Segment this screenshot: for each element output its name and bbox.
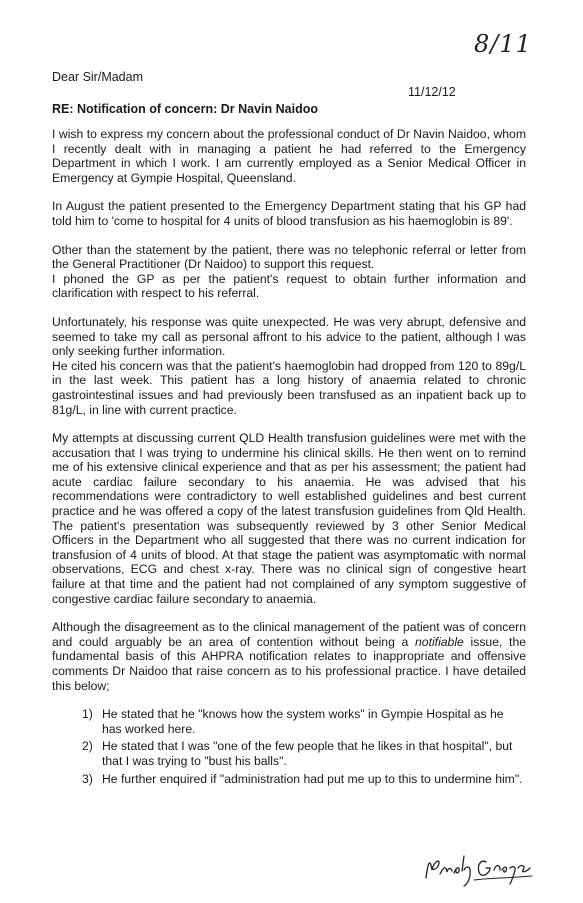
list-item [82,707,526,736]
paragraph-6-post: issue, the fundamental basis of this AHPRA notification relates to inappropriate and offensive comments Dr Naidoo that raise concern as to his professional practice. I have detailed this below; [52,634,527,693]
list-item-text: He stated that I was "one of the few people that he likes in that hospital", but that I was trying to "bust his balls". [102,739,513,768]
paragraph-4a: Unfortunately, his response was quite unexpected. He was very abrupt, defensive and seemed to take my call as personal affront to his advice to the patient, although I was only seeking further information. [52,314,526,359]
list-item-number: 2) [82,739,93,754]
paragraph-2: In August the patient presented to the Emergency Department stating that his GP had told him to 'come to hospital for 4 units of blood transfusion as his haemoglobin is 89'. [52,199,526,228]
paragraph-3b: I phoned the GP as per the patient's request to obtain further information and clarification with respect to his referral. [52,271,526,301]
salutation: Dear Sir/Madam [52,70,143,84]
letter-date: 11/12/12 [408,85,456,99]
paragraph-6-pre: Although the disagreement as to the clinical management of the patient was of concern and could arguably be an area of contention without being a [52,620,526,649]
handwritten-page-number: 8/11 [474,30,532,58]
list-item-text: He further enquired if "administration had put me up to this to undermine him". [102,771,523,786]
paragraph-5: My attempts at discussing current QLD Health transfusion guidelines were met with the accusation that I was trying to undermine his clinical skills. He then went on to remind me of his extensive clinical experience and that as per his assessment; the patient had acute cardiac failure secondary to his anaemia. He was advised that his recommendations were contradictory to well established guidelines and best current practice and he was offered a copy of the latest transfusion guidelines from Qld Health. The patient's presentation was subsequently reviewed by 3 other Senior Medical Officers in the Department who all suggested that there was no current indication for transfusion of 4 units of blood. At that stage the patient was asymptomatic with normal observations, ECG and chest x-ray. There was no clinical sign of congestive heart failure at that time and the patient had not complained of any symptom suggestive of congestive cardiac failure secondary to anaemia. [52,431,526,606]
paragraph-3a: Other than the statement by the patient, there was no telephonic referral or letter from the General Practitioner (Dr Naidoo) to support this request. [52,242,526,272]
list-item-text: He stated that he "knows how the system works" in Gympie Hospital as he has worked here. [102,707,504,736]
list-item-number: 1) [82,707,93,722]
paragraph-6 [52,620,526,693]
paragraph-4b: He cited his concern was that the patient's haemoglobin had dropped from 120 to 89g/L in the last week. This patient has a long history of anaemia related to chronic gastrointestinal issues and had previously been transfused as an inpatient back up to 81g/L, in line with current practice. [52,358,526,417]
list-item [82,739,526,768]
paragraph-6-emphasis: notifiable [415,634,464,649]
list-item-number: 3) [82,771,93,786]
handwritten-signature [420,840,540,890]
concern-list [52,707,526,786]
paragraph-1: I wish to express my concern about the professional conduct of Dr Navin Naidoo, whom I recently dealt with in managing a patient he had referred to the Emergency Department in which I work. I am currently employed as a Senior Medical Officer in Emergency at Gympie Hospital, Queensland. [52,127,526,185]
list-item [82,772,526,787]
letter-body [52,127,526,789]
subject-line: RE: Notification of concern: Dr Navin Naidoo [52,102,318,116]
